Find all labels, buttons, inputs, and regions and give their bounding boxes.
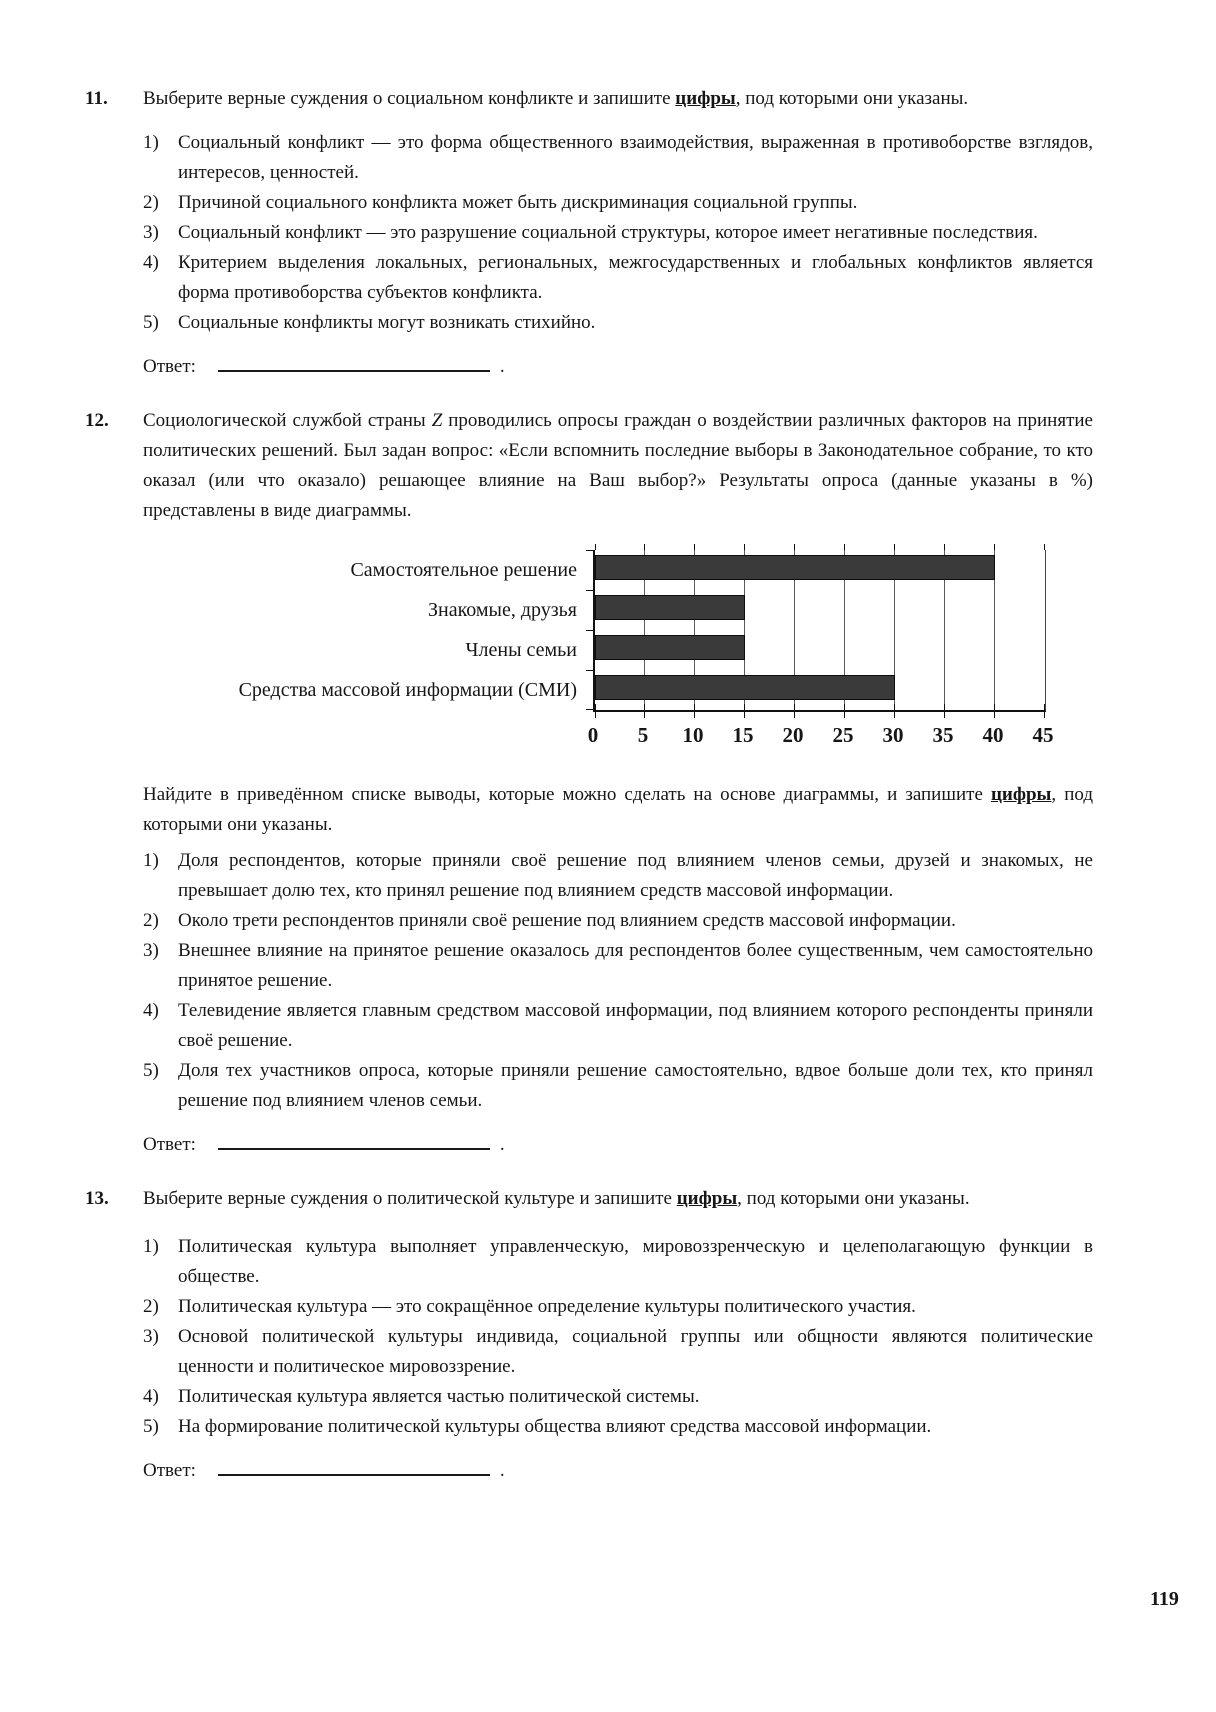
statement-number: 3): [143, 222, 159, 243]
statement-item: [143, 846, 1093, 906]
text-segment: , под которыми они указаны.: [143, 784, 1093, 835]
text-segment: Z: [431, 410, 443, 431]
statement-item: [143, 1382, 1093, 1412]
statement-item: [143, 188, 1093, 218]
statement-item: [143, 218, 1093, 248]
statement-text: Социальный конфликт — это форма общественного взаимодействия, выраженная в противоборстве взглядов, интересов, ценностей.: [178, 132, 1093, 183]
y-axis-tick: [586, 590, 594, 591]
answer-period: .: [499, 356, 505, 377]
question-13-statements: [143, 1232, 1093, 1442]
answer-label: Ответ:: [143, 1460, 196, 1481]
statement-item: [143, 1232, 1093, 1292]
statement-number: 3): [143, 1326, 159, 1347]
statement-item: [143, 308, 1093, 338]
statement-number: 3): [143, 940, 159, 961]
answer-label: Ответ:: [143, 1134, 196, 1155]
statement-text: Причиной социального конфликта может быть дискриминация социальной группы.: [178, 192, 858, 213]
statement-number: 2): [143, 192, 159, 213]
x-axis-top-tick: [944, 544, 945, 550]
statement-text: Внешнее влияние на принятое решение оказалось для респондентов более существенным, чем самостоятельно принятое решение.: [178, 940, 1093, 991]
question-12-task: [143, 780, 1093, 840]
x-axis-top-tick: [644, 544, 645, 550]
x-axis-tick-label: 30: [882, 723, 904, 747]
question-11-statements: [143, 128, 1093, 338]
emphasized-word: цифры: [675, 88, 736, 109]
statement-number: 5): [143, 312, 159, 333]
answer-blank[interactable]: [218, 1454, 490, 1476]
question-12: [85, 406, 1093, 1184]
page-number: 119: [1150, 1588, 1179, 1610]
answer-blank[interactable]: [218, 1128, 490, 1150]
question-11: [85, 84, 1093, 406]
question-12-body: [143, 406, 1093, 1184]
chart-category-labels: [183, 550, 593, 712]
statement-number: 4): [143, 1000, 159, 1021]
statement-text: Около трети респондентов приняли своё решение под влиянием средств массовой информации.: [178, 910, 956, 931]
x-axis-top-tick: [694, 544, 695, 550]
question-12-number: 12.: [85, 410, 109, 431]
text-segment: проводились опросы граждан о воздействии различных факторов на принятие политических решений. Был задан вопрос: «Если вспомнить последние выборы в Законодательное собрание, то кто оказал (или что оказало) решающее влияние на Ваш выбор?» Результаты опроса (данные указаны в %) представлены в виде диаграммы.: [143, 410, 1093, 521]
x-axis-tick-label: 45: [1032, 723, 1054, 747]
statement-item: [143, 906, 1093, 936]
question-13-prompt: [143, 1184, 1093, 1214]
answer-period: .: [499, 1460, 505, 1481]
answer-blank[interactable]: [218, 350, 490, 372]
y-axis-tick: [586, 709, 594, 710]
chart-bar: [595, 555, 995, 580]
question-13-answer-row: [143, 1454, 1093, 1484]
chart-category-label: Знакомые, друзья: [427, 599, 577, 621]
statement-number: 5): [143, 1416, 159, 1437]
question-11-body: [143, 84, 1093, 406]
x-axis-top-tick: [794, 544, 795, 550]
chart-category-label: Члены семьи: [465, 639, 577, 661]
emphasized-word: цифры: [990, 784, 1052, 805]
emphasized-word: цифры: [676, 1188, 738, 1209]
statement-item: [143, 1056, 1093, 1116]
x-axis-top-tick: [994, 544, 995, 550]
statement-text: Основой политической культуры индивида, социальной группы или общности являются политические ценности и политическое мировоззрение.: [178, 1326, 1093, 1377]
statement-number: 4): [143, 1386, 159, 1407]
question-11-prompt: [143, 84, 1093, 114]
statement-number: 1): [143, 850, 159, 871]
statement-text: Политическая культура — это сокращённое определение культуры политического участия.: [178, 1296, 916, 1317]
question-13: [85, 1184, 1093, 1484]
answer-label: Ответ:: [143, 356, 196, 377]
x-axis-top-tick: [1044, 544, 1045, 550]
statement-number: 2): [143, 1296, 159, 1317]
statement-text: Политическая культура выполняет управленческую, мировоззренческую и целеполагающую функции в обществе.: [178, 1236, 1093, 1287]
statement-text: Социальные конфликты могут возникать стихийно.: [178, 312, 596, 333]
text-segment: Социологической службой страны: [143, 410, 432, 431]
chart-bar: [595, 595, 745, 620]
statement-text: Политическая культура является частью политической системы.: [178, 1386, 700, 1407]
x-axis-top-tick: [744, 544, 745, 550]
x-axis-top-tick: [595, 544, 596, 550]
question-11-number: 11.: [85, 88, 108, 109]
question-13-body: [143, 1184, 1093, 1484]
statement-number: 5): [143, 1060, 159, 1081]
x-axis-top-tick: [844, 544, 845, 550]
x-axis-top-tick: [894, 544, 895, 550]
text-segment: , под которыми они указаны.: [737, 1188, 970, 1209]
statement-item: [143, 996, 1093, 1056]
y-axis-tick: [586, 550, 594, 551]
text-segment: Выберите верные суждения о политической культуре и запишите: [143, 1188, 677, 1209]
question-13-number: 13.: [85, 1188, 109, 1209]
y-axis-tick: [586, 630, 594, 631]
chart-category-label: Средства массовой информации (СМИ): [238, 679, 577, 701]
text-segment: Выберите верные суждения о социальном конфликте и запишите: [143, 88, 676, 109]
statement-item: [143, 936, 1093, 996]
chart-plot-area: [593, 550, 1046, 712]
statement-number: 4): [143, 252, 159, 273]
x-axis-tick-label: 25: [832, 723, 854, 747]
x-axis-tick-label: 35: [932, 723, 954, 747]
answer-period: .: [499, 1134, 505, 1155]
x-axis-tick-label: 20: [782, 723, 804, 747]
y-axis-tick: [586, 670, 594, 671]
x-axis-tick-label: 5: [637, 723, 649, 747]
statement-text: Доля респондентов, которые приняли своё решение под влиянием членов семьи, друзей и знакомых, не превышает долю тех, кто принял решение под влиянием средств массовой информации.: [178, 850, 1093, 901]
chart-bar: [595, 635, 745, 660]
chart-bar: [595, 675, 895, 700]
question-12-intro: [143, 406, 1093, 526]
statement-item: [143, 1322, 1093, 1382]
x-axis-tick-label: 10: [682, 723, 704, 747]
statement-number: 1): [143, 132, 159, 153]
x-axis-tick-label: 40: [982, 723, 1004, 747]
chart-category-label: Самостоятельное решение: [350, 559, 577, 581]
statement-number: 2): [143, 910, 159, 931]
statement-text: На формирование политической культуры общества влияют средства массовой информации.: [178, 1416, 932, 1437]
statement-text: Телевидение является главным средством массовой информации, под влиянием которого респонденты приняли своё решение.: [178, 1000, 1093, 1051]
question-12-answer-row: [143, 1128, 1093, 1158]
statement-text: Критерием выделения локальных, региональных, межгосударственных и глобальных конфликтов является форма противоборства субъектов конфликта.: [178, 252, 1093, 303]
statement-text: Доля тех участников опроса, которые приняли решение самостоятельно, вдвое больше доли тех, кто принял решение под влиянием членов семьи.: [178, 1060, 1093, 1111]
statement-item: [143, 128, 1093, 188]
statement-item: [143, 248, 1093, 308]
statement-item: [143, 1412, 1093, 1442]
text-segment: , под которыми они указаны.: [735, 88, 969, 109]
statement-text: Социальный конфликт — это разрушение социальной структуры, которое имеет негативные последствия.: [178, 222, 1038, 243]
chart-x-axis-labels: [587, 712, 1054, 752]
x-axis-tick-label: 0: [587, 723, 599, 747]
statement-item: [143, 1292, 1093, 1322]
question-11-answer-row: [143, 350, 1093, 380]
text-segment: Найдите в приведённом списке выводы, которые можно сделать на основе диаграммы, и запишите: [143, 784, 991, 805]
bar-chart: [143, 550, 1093, 752]
question-12-statements: [143, 846, 1093, 1116]
x-axis-tick-label: 15: [732, 723, 754, 747]
statement-number: 1): [143, 1236, 159, 1257]
